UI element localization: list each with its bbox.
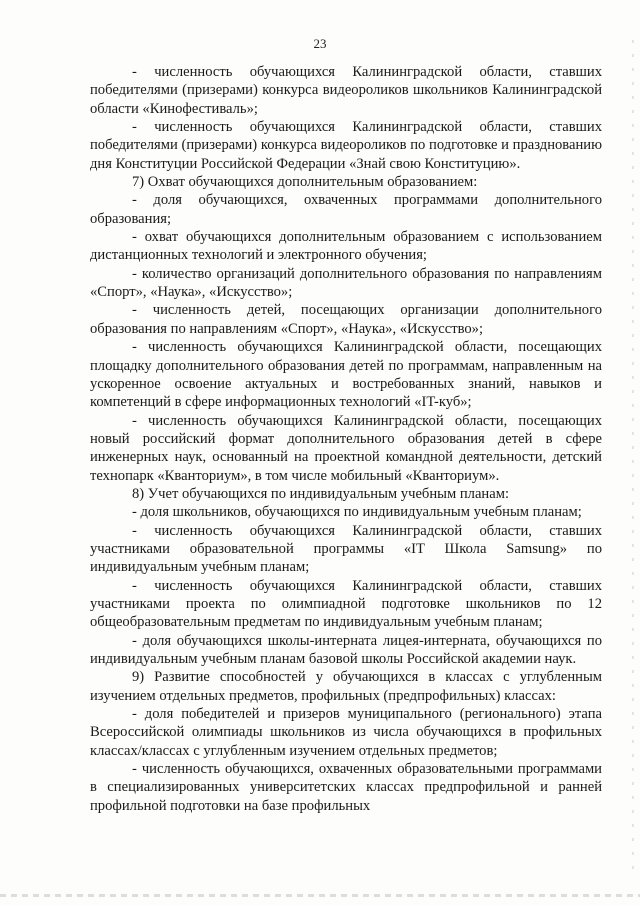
section-heading: 8) Учет обучающихся по индивидуальным учебным планам:: [132, 485, 509, 502]
section-heading: 7) Охват обучающихся дополнительным образованием:: [132, 174, 478, 191]
paragraph: - охват обучающихся дополнительным образованием с использованием дистанционных технологий и электронного обучения;: [90, 229, 602, 264]
paragraph: - количество организаций дополнительного образования по направлениям «Спорт», «Наука», «Искусство»;: [90, 265, 602, 301]
scan-bottom-artifact: [0, 894, 640, 897]
paragraph: - доля обучающихся, охваченных программами дополнительного образования;: [90, 192, 602, 227]
paragraph: - доля обучающихся школы-интерната лицея-интерната, обучающихся по индивидуальным учебным планам базовой школы Российской академии наук.: [90, 632, 602, 667]
paragraph: - численность обучающихся Калининградской области, ставших участниками образовательной программы «IT Школа Samsung» по индивидуальным учебным планам;: [90, 522, 602, 576]
section-heading: 9) Развитие способностей у обучающихся в классах с углубленным изучением отдельных предметов, профильных (предпрофильных) классах:: [90, 669, 602, 704]
page-number: 23: [313, 36, 327, 51]
scan-edge-artifact: [632, 40, 634, 880]
paragraph: - численность обучающихся Калининградской области, посещающих новый российский формат дополнительного образования детей в сфере инженерных наук, основанный на проектной командной деятельности, детский технопарк «Кванториум», в том числе мобильный «Кванториум».: [90, 412, 602, 484]
paragraph: - доля школьников, обучающихся по индивидуальным учебным планам;: [132, 504, 582, 521]
paragraph: - численность обучающихся Калининградской области, ставших победителями (призерами) конкурса видеороликов по подготовке и празднованию дня Конституции Российской Федерации «Знай свою Конституцию».: [90, 119, 602, 172]
paragraph: - численность детей, посещающих организации дополнительного образования по направлениям «Спорт», «Наука», «Искусство»;: [90, 302, 602, 337]
paragraph: - доля победителей и призеров муниципального (регионального) этапа Всероссийской олимпиады школьников из числа обучающихся в профильных классах/классах с углубленным изучением отдельных предметов;: [90, 706, 602, 759]
paragraph: - численность обучающихся Калининградской области, ставших участниками проекта по олимпиадной подготовке школьников по 12 общеобразовательным предметам по индивидуальным учебным планам;: [90, 577, 602, 631]
paragraph: - численность обучающихся Калининградской области, посещающих площадку дополнительного образования детей по программам, направленным на ускоренное освоение актуальных и востребованных знаний, навыков и компетенций в сфере информационных технологий «IT-куб»;: [90, 339, 602, 411]
paragraph: - численность обучающихся Калининградской области, ставших победителями (призерами) конкурса видеороликов школьников Калининградской области «Кинофестиваль»;: [90, 64, 602, 117]
paragraph: - численность обучающихся, охваченных образовательными программами в специализированных университетских классах предпрофильной и ранней профильной подготовки на базе профильных: [90, 761, 602, 814]
document-body: [90, 63, 602, 815]
